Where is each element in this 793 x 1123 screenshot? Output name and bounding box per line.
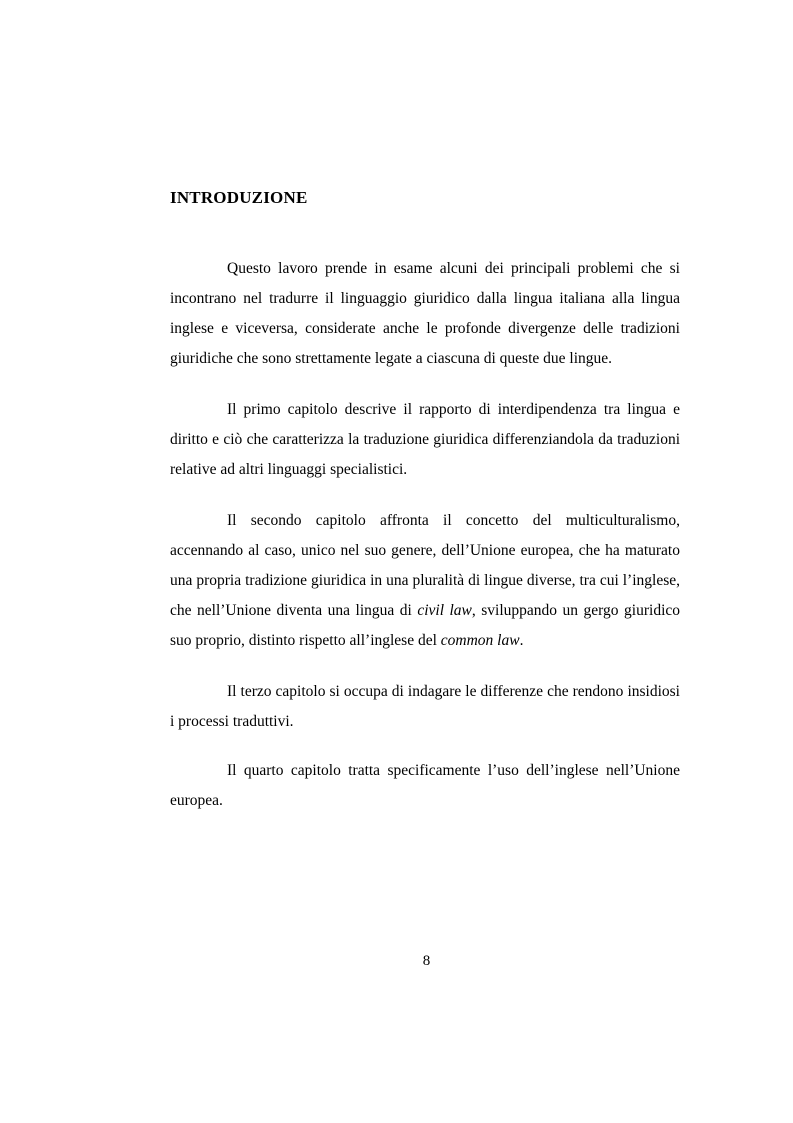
paragraph-chapter-two-text-3: . [519,632,524,649]
paragraph-introduction: Questo lavoro prende in esame alcuni dei principali problemi che si incontrano nel tradurre il linguaggio giuridico dalla lingua italiana alla lingua inglese e viceversa, considerate anche le profonde divergenze delle tradizioni giuridiche che sono strettamente legate a ciascuna di queste due lingue. [170,260,680,367]
paragraph-chapter-three: Il terzo capitolo si occupa di indagare le differenze che rendono insidiosi i processi traduttivi. [170,683,680,730]
body-text [170,254,680,837]
italic-term-common-law: common law [440,632,520,649]
page-number: 8 [422,953,431,969]
paragraph-chapter-two [170,506,680,656]
paragraph-chapter-one: Il primo capitolo descrive il rapporto di interdipendenza tra lingua e diritto e ciò che caratterizza la traduzione giuridica differenziandola da traduzioni relative ad altri linguaggi specialistici. [170,401,680,478]
paragraph-chapter-four: Il quarto capitolo tratta specificamente l’uso dell’inglese nell’Unione europea. [170,762,680,809]
paragraph-chapter-two-text-2: , sviluppando un gergo giuridico suo proprio, distinto rispetto all’inglese del [170,602,681,649]
section-heading: INTRODUZIONE [170,188,308,207]
paragraph-chapter-two-text-1: Il secondo capitolo affronta il concetto del multiculturalismo, accennando al caso, unico nel suo genere, dell’Unione europea, che ha maturato una propria tradizione giuridica in una pluralità di lingue diverse, tra cui l’inglese, che nell’Unione diventa una lingua di [170,512,680,619]
italic-term-civil-law: civil law [417,602,472,619]
